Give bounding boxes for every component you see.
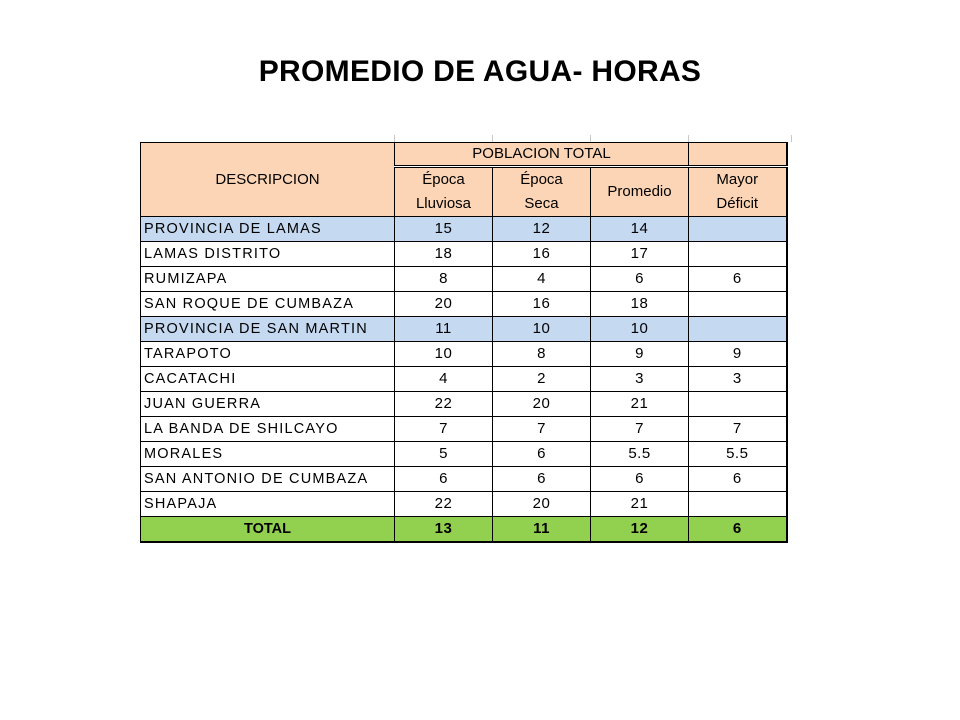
row-name: TARAPOTO (141, 342, 395, 367)
row-name: SHAPAJA (141, 492, 395, 517)
cell-deficit (689, 492, 787, 517)
table-row (141, 317, 787, 342)
header-seca-line1: Época (520, 171, 563, 188)
row-name: RUMIZAPA (141, 267, 395, 292)
cell-promedio: 9 (591, 342, 689, 367)
cell-seca: 16 (493, 242, 591, 267)
header-promedio: Promedio (591, 167, 689, 217)
table-row (141, 392, 787, 417)
cell-lluviosa: 15 (395, 217, 493, 242)
cell-deficit: 5.5 (689, 442, 787, 467)
header-deficit-line1: Mayor (716, 171, 759, 188)
cell-seca: 6 (493, 467, 591, 492)
cell-seca: 6 (493, 442, 591, 467)
row-name: MORALES (141, 442, 395, 467)
row-name: LAMAS DISTRITO (141, 242, 395, 267)
total-row (141, 517, 787, 543)
total-label: TOTAL (141, 517, 395, 543)
total-promedio: 12 (591, 517, 689, 543)
header-lluviosa-line1: Época (422, 171, 465, 188)
table-row (141, 292, 787, 317)
row-name: CACATACHI (141, 367, 395, 392)
header-row-group (141, 143, 787, 167)
table-row (141, 217, 787, 242)
cell-seca: 2 (493, 367, 591, 392)
cell-deficit: 3 (689, 367, 787, 392)
header-descripcion: DESCRIPCION (141, 143, 395, 217)
table-row (141, 342, 787, 367)
table-container (136, 135, 794, 555)
header-lluviosa-line2: Lluviosa (415, 195, 472, 212)
cell-seca: 20 (493, 492, 591, 517)
cell-lluviosa: 7 (395, 417, 493, 442)
cell-promedio: 3 (591, 367, 689, 392)
row-name: PROVINCIA DE LAMAS (141, 217, 395, 242)
cell-lluviosa: 20 (395, 292, 493, 317)
table-row (141, 492, 787, 517)
cell-deficit (689, 292, 787, 317)
table-row (141, 467, 787, 492)
cell-deficit (689, 217, 787, 242)
row-name: SAN ROQUE DE CUMBAZA (141, 292, 395, 317)
cell-promedio: 21 (591, 492, 689, 517)
cell-lluviosa: 8 (395, 267, 493, 292)
cell-promedio: 10 (591, 317, 689, 342)
header-epoca-seca (493, 167, 591, 217)
header-mayor-deficit (689, 167, 787, 217)
grid-lines (136, 135, 792, 142)
cell-promedio: 5.5 (591, 442, 689, 467)
header-poblacion-total: POBLACION TOTAL (395, 143, 689, 167)
cell-deficit: 6 (689, 267, 787, 292)
total-lluviosa: 13 (395, 517, 493, 543)
header-blank (689, 143, 787, 167)
total-deficit: 6 (689, 517, 787, 543)
cell-seca: 7 (493, 417, 591, 442)
cell-seca: 10 (493, 317, 591, 342)
cell-seca: 12 (493, 217, 591, 242)
cell-lluviosa: 6 (395, 467, 493, 492)
cell-deficit (689, 242, 787, 267)
cell-deficit (689, 317, 787, 342)
cell-lluviosa: 11 (395, 317, 493, 342)
cell-seca: 16 (493, 292, 591, 317)
cell-lluviosa: 5 (395, 442, 493, 467)
header-deficit-line2: Déficit (716, 195, 759, 212)
cell-promedio: 6 (591, 467, 689, 492)
table-row (141, 442, 787, 467)
cell-lluviosa: 18 (395, 242, 493, 267)
cell-seca: 4 (493, 267, 591, 292)
cell-deficit: 9 (689, 342, 787, 367)
cell-promedio: 6 (591, 267, 689, 292)
cell-promedio: 21 (591, 392, 689, 417)
cell-promedio: 17 (591, 242, 689, 267)
cell-seca: 8 (493, 342, 591, 367)
cell-lluviosa: 22 (395, 392, 493, 417)
total-seca: 11 (493, 517, 591, 543)
header-seca-line2: Seca (524, 195, 559, 212)
row-name: SAN ANTONIO DE CUMBAZA (141, 467, 395, 492)
row-name: JUAN GUERRA (141, 392, 395, 417)
page-title: PROMEDIO DE AGUA- HORAS (258, 55, 702, 88)
header-epoca-lluviosa (395, 167, 493, 217)
row-name: LA BANDA DE SHILCAYO (141, 417, 395, 442)
table-row (141, 417, 787, 442)
cell-deficit: 7 (689, 417, 787, 442)
water-hours-table (140, 142, 788, 543)
row-name: PROVINCIA DE SAN MARTIN (141, 317, 395, 342)
cell-promedio: 18 (591, 292, 689, 317)
cell-deficit: 6 (689, 467, 787, 492)
cell-promedio: 14 (591, 217, 689, 242)
cell-promedio: 7 (591, 417, 689, 442)
cell-lluviosa: 4 (395, 367, 493, 392)
cell-deficit (689, 392, 787, 417)
table-row (141, 267, 787, 292)
cell-lluviosa: 22 (395, 492, 493, 517)
cell-lluviosa: 10 (395, 342, 493, 367)
table-row (141, 242, 787, 267)
cell-seca: 20 (493, 392, 591, 417)
table-row (141, 367, 787, 392)
